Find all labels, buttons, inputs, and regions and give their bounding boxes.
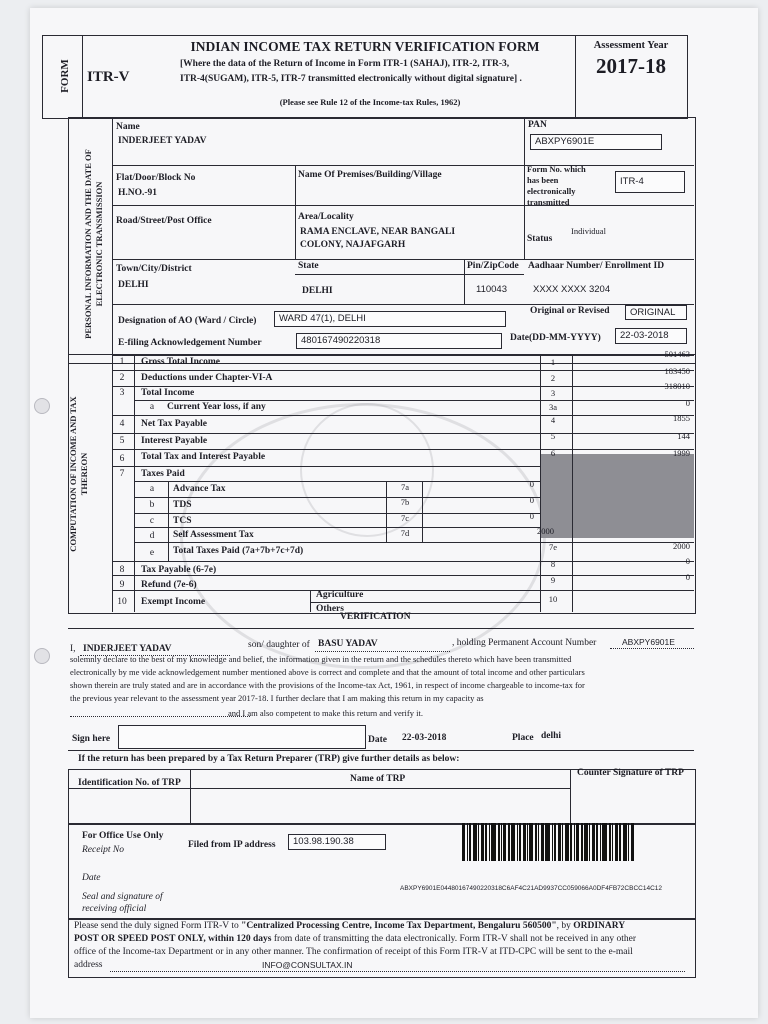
agriculture-label: Agriculture — [316, 590, 364, 600]
row-label: Tax Payable (6-7e) — [141, 565, 217, 575]
sign-here-label: Sign here — [72, 734, 111, 744]
punch-hole-bottom — [34, 648, 50, 664]
ack-value: 480167490220318 — [296, 333, 502, 349]
row-value: 0 — [685, 556, 690, 566]
original-revised-value: ORIGINAL — [625, 305, 687, 320]
row-code: 3a — [548, 402, 558, 412]
row-value: 1855 — [673, 413, 690, 423]
row-value: 0 — [685, 572, 690, 582]
row-sub: d — [149, 531, 155, 541]
verification-text-line-3: electronically by me vide acknowledgement number mentioned above is correct and complete and that the amount of total income and other particulars — [70, 667, 585, 677]
ip-address-value: 103.98.190.38 — [288, 834, 386, 850]
row-label: Total Tax and Interest Payable — [141, 452, 266, 462]
row-sub: c — [149, 516, 155, 526]
form-label: FORM — [59, 59, 71, 93]
signature-box[interactable] — [118, 725, 366, 749]
trp-col-name: Name of TRP — [350, 774, 406, 784]
row-code: 8 — [550, 559, 556, 569]
email-address-value: INFO@CONSULTAX.IN — [262, 960, 353, 970]
row-code: 7b — [400, 497, 410, 507]
state-value: DELHI — [302, 286, 333, 296]
area-label: Area/Locality — [298, 212, 354, 222]
aadhaar-label: Aadhaar Number/ Enrollment ID — [528, 261, 665, 271]
row-value: 183450 — [664, 366, 690, 376]
verification-text-line-2: solemnly declare to the best of my knowledge and belief, the information given in the return and the schedules thereto which have been transmitted — [70, 654, 572, 664]
row-no: 9 — [119, 580, 125, 590]
row-value: 318010 — [664, 381, 690, 391]
verification-text-line-6: and I am also competent to make this return and verify it. — [228, 708, 423, 718]
ao-label: Designation of AO (Ward / Circle) — [118, 316, 257, 326]
verification-son-of: son/ daughter of — [248, 640, 310, 650]
premises-label: Name Of Premises/Building/Village — [298, 170, 442, 180]
row-no: 2 — [119, 373, 125, 383]
status-value: Individual — [571, 226, 606, 236]
verification-father: BASU YADAV — [318, 639, 378, 649]
row-label: Gross Total Income — [141, 357, 221, 367]
barcode-text: ABXPY6901E04480167490220318C6AF4C21AD9937CC059066A0DF4FB72CBCC14C12 — [400, 885, 662, 892]
row-label: Deductions under Chapter-VI-A — [141, 373, 273, 383]
row-value: 0 — [529, 511, 534, 521]
row-no: 5 — [119, 436, 125, 446]
row-no: a — [149, 402, 155, 412]
row-label: Self Assessment Tax — [173, 530, 254, 540]
verification-heading: VERIFICATION — [340, 612, 411, 622]
seal-label-1: Seal and signature of — [82, 892, 163, 902]
row-label: Refund (7e-6) — [141, 580, 197, 590]
trp-col-signature: Counter Signature of TRP — [577, 768, 684, 778]
pin-value: 110043 — [476, 284, 507, 295]
row-value: 2000 — [673, 541, 690, 551]
original-revised-label: Original or Revised — [530, 306, 610, 316]
form-subtitle-2: ITR-4(SUGAM), ITR-5, ITR-7 transmitted electronically without digital signature] . — [180, 74, 522, 84]
row-label: Net Tax Payable — [141, 419, 207, 429]
pan-label: PAN — [528, 120, 547, 130]
verification-text-line-4: shown therein are truly stated and are in accordance with the provisions of the Income-tax Act, 1961, in respect of income chargeable to income-tax for — [70, 680, 585, 690]
row-value: 144 — [677, 431, 690, 441]
form-no-value: ITR-4 — [615, 171, 685, 193]
office-use-heading: For Office Use Only — [82, 831, 164, 841]
instructions-line-1: Please send the duly signed Form ITR-V to "Centralized Processing Centre, Income Tax Department, Bengaluru 560500", by ORDINARY — [74, 921, 626, 931]
row-label: Taxes Paid — [141, 469, 185, 479]
form-subtitle-1: [Where the data of the Return of Income in Form ITR-1 (SAHAJ), ITR-2, ITR-3, — [180, 59, 510, 69]
verification-pan: ABXPY6901E — [622, 637, 675, 647]
aadhaar-value: XXXX XXXX 3204 — [533, 284, 611, 295]
verification-name: INDERJEET YADAV — [83, 644, 172, 654]
row-code: 7e — [548, 542, 558, 552]
name-value: INDERJEET YADAV — [118, 136, 207, 146]
ack-label: E-filing Acknowledgement Number — [118, 338, 262, 348]
row-value: 501463 — [664, 349, 690, 359]
shaded-block — [540, 454, 694, 538]
row-label: Exempt Income — [141, 597, 206, 607]
row-sub: e — [149, 548, 155, 558]
itr-v-form-page — [30, 8, 758, 1018]
row-code: 4 — [550, 415, 556, 425]
row-code: 7a — [400, 482, 410, 492]
ack-date-value: 22-03-2018 — [615, 328, 687, 344]
row-code: 6 — [550, 448, 556, 458]
name-label: Name — [116, 122, 140, 132]
instructions-line-3: office of the Income-tax Department or in any other manner. The confirmation of receipt of this Form ITR-V at ITD-CPC will be sent to the e-mail — [74, 947, 633, 957]
others-label: Others — [316, 604, 344, 614]
row-code: 7c — [400, 513, 410, 523]
flat-label: Flat/Door/Block No — [116, 173, 196, 183]
row-code: 1 — [550, 357, 556, 367]
verification-date-label: Date — [368, 735, 387, 745]
row-sub: b — [149, 500, 155, 510]
receipt-no-label: Receipt No — [82, 845, 124, 855]
row-no: 6 — [119, 454, 125, 464]
row-code: 2 — [550, 373, 556, 383]
row-code: 10 — [548, 594, 558, 604]
personal-info-side-label: PERSONAL INFORMATION AND THE DATE OF ELECTRONIC TRANSMISSION — [83, 149, 104, 339]
flat-value: H.NO.-91 — [118, 188, 158, 198]
row-value: 0 — [529, 479, 534, 489]
row-value: 0 — [529, 495, 534, 505]
row-code: 9 — [550, 575, 556, 585]
row-sub: a — [149, 484, 155, 494]
form-title: INDIAN INCOME TAX RETURN VERIFICATION FORM — [190, 39, 540, 54]
row-no: 1 — [119, 357, 125, 367]
trp-col-id: Identification No. of TRP — [78, 778, 181, 788]
area-value-2: COLONY, NAJAFGARH — [300, 240, 406, 250]
row-no: 8 — [119, 565, 125, 575]
row-label: Total Income — [141, 388, 195, 398]
assessment-year-value: 2017-18 — [596, 54, 666, 78]
road-label: Road/Street/Post Office — [116, 216, 212, 226]
area-value-1: RAMA ENCLAVE, NEAR BANGALI — [300, 227, 456, 237]
row-value: 2000 — [537, 526, 554, 536]
assessment-year-label: Assessment Year — [593, 40, 669, 51]
row-code: 5 — [550, 431, 556, 441]
form-name: ITR-V — [87, 69, 130, 85]
row-label: TCS — [173, 516, 192, 526]
verification-holding: , holding Permanent Account Number — [452, 638, 597, 648]
row-label: Total Taxes Paid (7a+7b+7c+7d) — [173, 546, 304, 556]
row-label: TDS — [173, 500, 192, 510]
row-no: 3 — [119, 388, 125, 398]
row-no: 7 — [119, 469, 125, 479]
row-code: 3 — [550, 388, 556, 398]
row-label: Current Year loss, if any — [167, 402, 266, 412]
row-no: 10 — [117, 597, 127, 607]
state-label: State — [298, 261, 319, 271]
place-value: delhi — [541, 731, 562, 741]
status-label: Status — [527, 234, 553, 244]
row-label: Interest Payable — [141, 436, 208, 446]
trp-heading: If the return has been prepared by a Tax Return Preparer (TRP) give further details as below: — [78, 754, 460, 764]
town-value: DELHI — [118, 280, 149, 290]
pan-value: ABXPY6901E — [530, 134, 662, 150]
row-label: Advance Tax — [173, 484, 226, 494]
computation-side-label: COMPUTATION OF INCOME AND TAX THEREON — [68, 396, 89, 552]
row-value: 1999 — [673, 448, 690, 458]
email-address-label: address — [74, 960, 103, 970]
row-no: 4 — [119, 419, 125, 429]
row-code: 7d — [400, 528, 410, 538]
town-label: Town/City/District — [116, 264, 192, 274]
verification-text-line-5: the previous year relevant to the assessment year 2017-18. I further declare that I am making this return in my capacity as — [70, 693, 484, 703]
ao-value: WARD 47(1), DELHI — [274, 311, 506, 327]
ip-address-label: Filed from IP address — [188, 840, 276, 850]
seal-label-2: receiving official — [82, 904, 147, 914]
instructions-line-2: POST OR SPEED POST ONLY, within 120 days from date of transmitting the data electronically. Form ITR-V shall not be received in any other — [74, 934, 637, 944]
punch-hole-top — [34, 398, 50, 414]
office-date-label: Date — [82, 873, 101, 883]
verification-i: I, — [70, 644, 76, 654]
verification-date-value: 22-03-2018 — [402, 733, 447, 743]
form-no-label: Form No. which has been electronically transmitted — [527, 164, 586, 207]
rule-note: (Please see Rule 12 of the Income-tax Rules, 1962) — [279, 97, 461, 107]
place-label: Place — [512, 733, 534, 743]
pin-label: Pin/ZipCode — [467, 261, 519, 271]
ack-date-label: Date(DD-MM-YYYY) — [510, 333, 601, 343]
row-value: 0 — [685, 398, 690, 408]
barcode — [462, 823, 682, 861]
